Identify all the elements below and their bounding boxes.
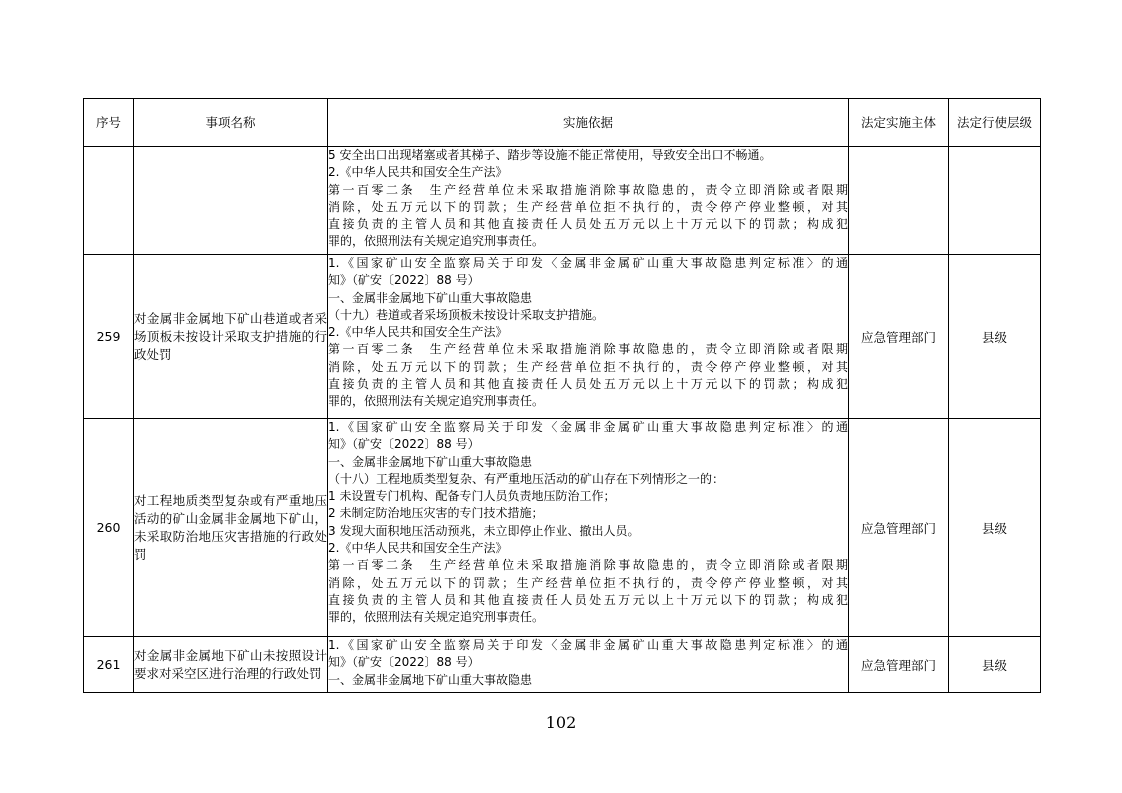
row-item-name [134, 147, 328, 255]
row-number: 260 [84, 419, 134, 637]
basis-line: 1.《国家矿山安全监察局关于印发〈金属非金属矿山重大事故隐患判定标准〉的通 [328, 420, 848, 434]
table-row [84, 419, 1041, 637]
table-row [84, 637, 1041, 693]
basis-line: 罪的，依照刑法有关规定追究刑事责任。 [328, 394, 545, 409]
row-subject: 应急管理部门 [849, 419, 949, 637]
row-item-name: 对金属非金属地下矿山未按照设计要求对采空区进行治理的行政处罚 [134, 637, 328, 693]
page-number: 102 [545, 713, 577, 732]
row-subject [849, 147, 949, 255]
row-basis [328, 419, 849, 637]
basis-line: 2.《中华人民共和国安全生产法》 [328, 325, 508, 340]
table-row [84, 255, 1041, 419]
row-item-name: 对工程地质类型复杂或有严重地压活动的矿山金属非金属地下矿山，未采取防治地压灾害措施的行政处罚 [134, 419, 328, 637]
row-level: 县级 [949, 419, 1041, 637]
basis-line: 消除，处五万元以下的罚款；生产经营单位拒不执行的，责令停产停业整顿，对其 [328, 199, 848, 214]
row-level: 县级 [949, 637, 1041, 693]
basis-line: 知》（矿安〔2022〕88 号） [328, 655, 480, 670]
row-basis [328, 637, 849, 693]
basis-line: 1.《国家矿山安全监察局关于印发〈金属非金属矿山重大事故隐患判定标准〉的通 [328, 256, 848, 270]
basis-line: 一、金属非金属地下矿山重大事故隐患 [328, 454, 533, 469]
basis-line: 直接负责的主管人员和其他直接责任人员处五万元以上十万元以下的罚款；构成犯 [328, 217, 848, 232]
row-number [84, 147, 134, 255]
enforcement-items-table [83, 98, 1041, 693]
header-item-name: 事项名称 [134, 99, 328, 147]
row-level [949, 147, 1041, 255]
basis-line: （十九）巷道或者采场顶板未按设计采取支护措施。 [328, 307, 605, 322]
header-subject: 法定实施主体 [849, 99, 949, 147]
basis-line: 3 发现大面积地压活动预兆，未立即停止作业、撤出人员。 [328, 523, 640, 538]
row-item-name: 对金属非金属地下矿山巷道或者采场顶板未按设计采取支护措施的行政处罚 [134, 255, 328, 419]
basis-line: 第一百零二条 生产经营单位未采取措施消除事故隐患的，责令立即消除或者限期 [328, 342, 848, 357]
row-basis [328, 147, 849, 255]
basis-line: （十八）工程地质类型复杂、有严重地压活动的矿山存在下列情形之一的： [328, 471, 725, 486]
basis-line: 第一百零二条 生产经营单位未采取措施消除事故隐患的，责令立即消除或者限期 [328, 182, 848, 197]
basis-line: 1 未设置专门机构、配备专门人员负责地压防治工作； [328, 489, 616, 504]
row-subject: 应急管理部门 [849, 637, 949, 693]
basis-line: 5 安全出口出现堵塞或者其梯子、踏步等设施不能正常使用，导致安全出口不畅通。 [328, 148, 772, 162]
header-number: 序号 [84, 99, 134, 147]
basis-line: 1.《国家矿山安全监察局关于印发〈金属非金属矿山重大事故隐患判定标准〉的通 [328, 638, 848, 652]
basis-line: 消除，处五万元以下的罚款；生产经营单位拒不执行的，责令停产停业整顿，对其 [328, 575, 848, 590]
basis-line: 2.《中华人民共和国安全生产法》 [328, 165, 508, 180]
basis-line: 一、金属非金属地下矿山重大事故隐患 [328, 290, 533, 305]
basis-line: 第一百零二条 生产经营单位未采取措施消除事故隐患的，责令立即消除或者限期 [328, 558, 848, 573]
table-row [84, 147, 1041, 255]
basis-line: 一、金属非金属地下矿山重大事故隐患 [328, 672, 533, 687]
basis-line: 罪的，依照刑法有关规定追究刑事责任。 [328, 234, 545, 249]
row-level: 县级 [949, 255, 1041, 419]
basis-line: 罪的，依照刑法有关规定追究刑事责任。 [328, 610, 545, 625]
row-number: 261 [84, 637, 134, 693]
header-level: 法定行使层级 [949, 99, 1041, 147]
basis-line: 2 未制定防治地压灾害的专门技术措施； [328, 506, 544, 521]
basis-line: 消除，处五万元以下的罚款；生产经营单位拒不执行的，责令停产停业整顿，对其 [328, 359, 848, 374]
basis-line: 知》（矿安〔2022〕88 号） [328, 273, 480, 288]
row-subject: 应急管理部门 [849, 255, 949, 419]
row-number: 259 [84, 255, 134, 419]
header-basis: 实施依据 [328, 99, 849, 147]
basis-line: 直接负责的主管人员和其他直接责任人员处五万元以上十万元以下的罚款；构成犯 [328, 592, 848, 607]
basis-line: 知》（矿安〔2022〕88 号） [328, 437, 480, 452]
row-basis [328, 255, 849, 419]
basis-line: 直接负责的主管人员和其他直接责任人员处五万元以上十万元以下的罚款；构成犯 [328, 377, 848, 392]
basis-line: 2.《中华人民共和国安全生产法》 [328, 541, 508, 556]
table-header-row [84, 99, 1041, 147]
